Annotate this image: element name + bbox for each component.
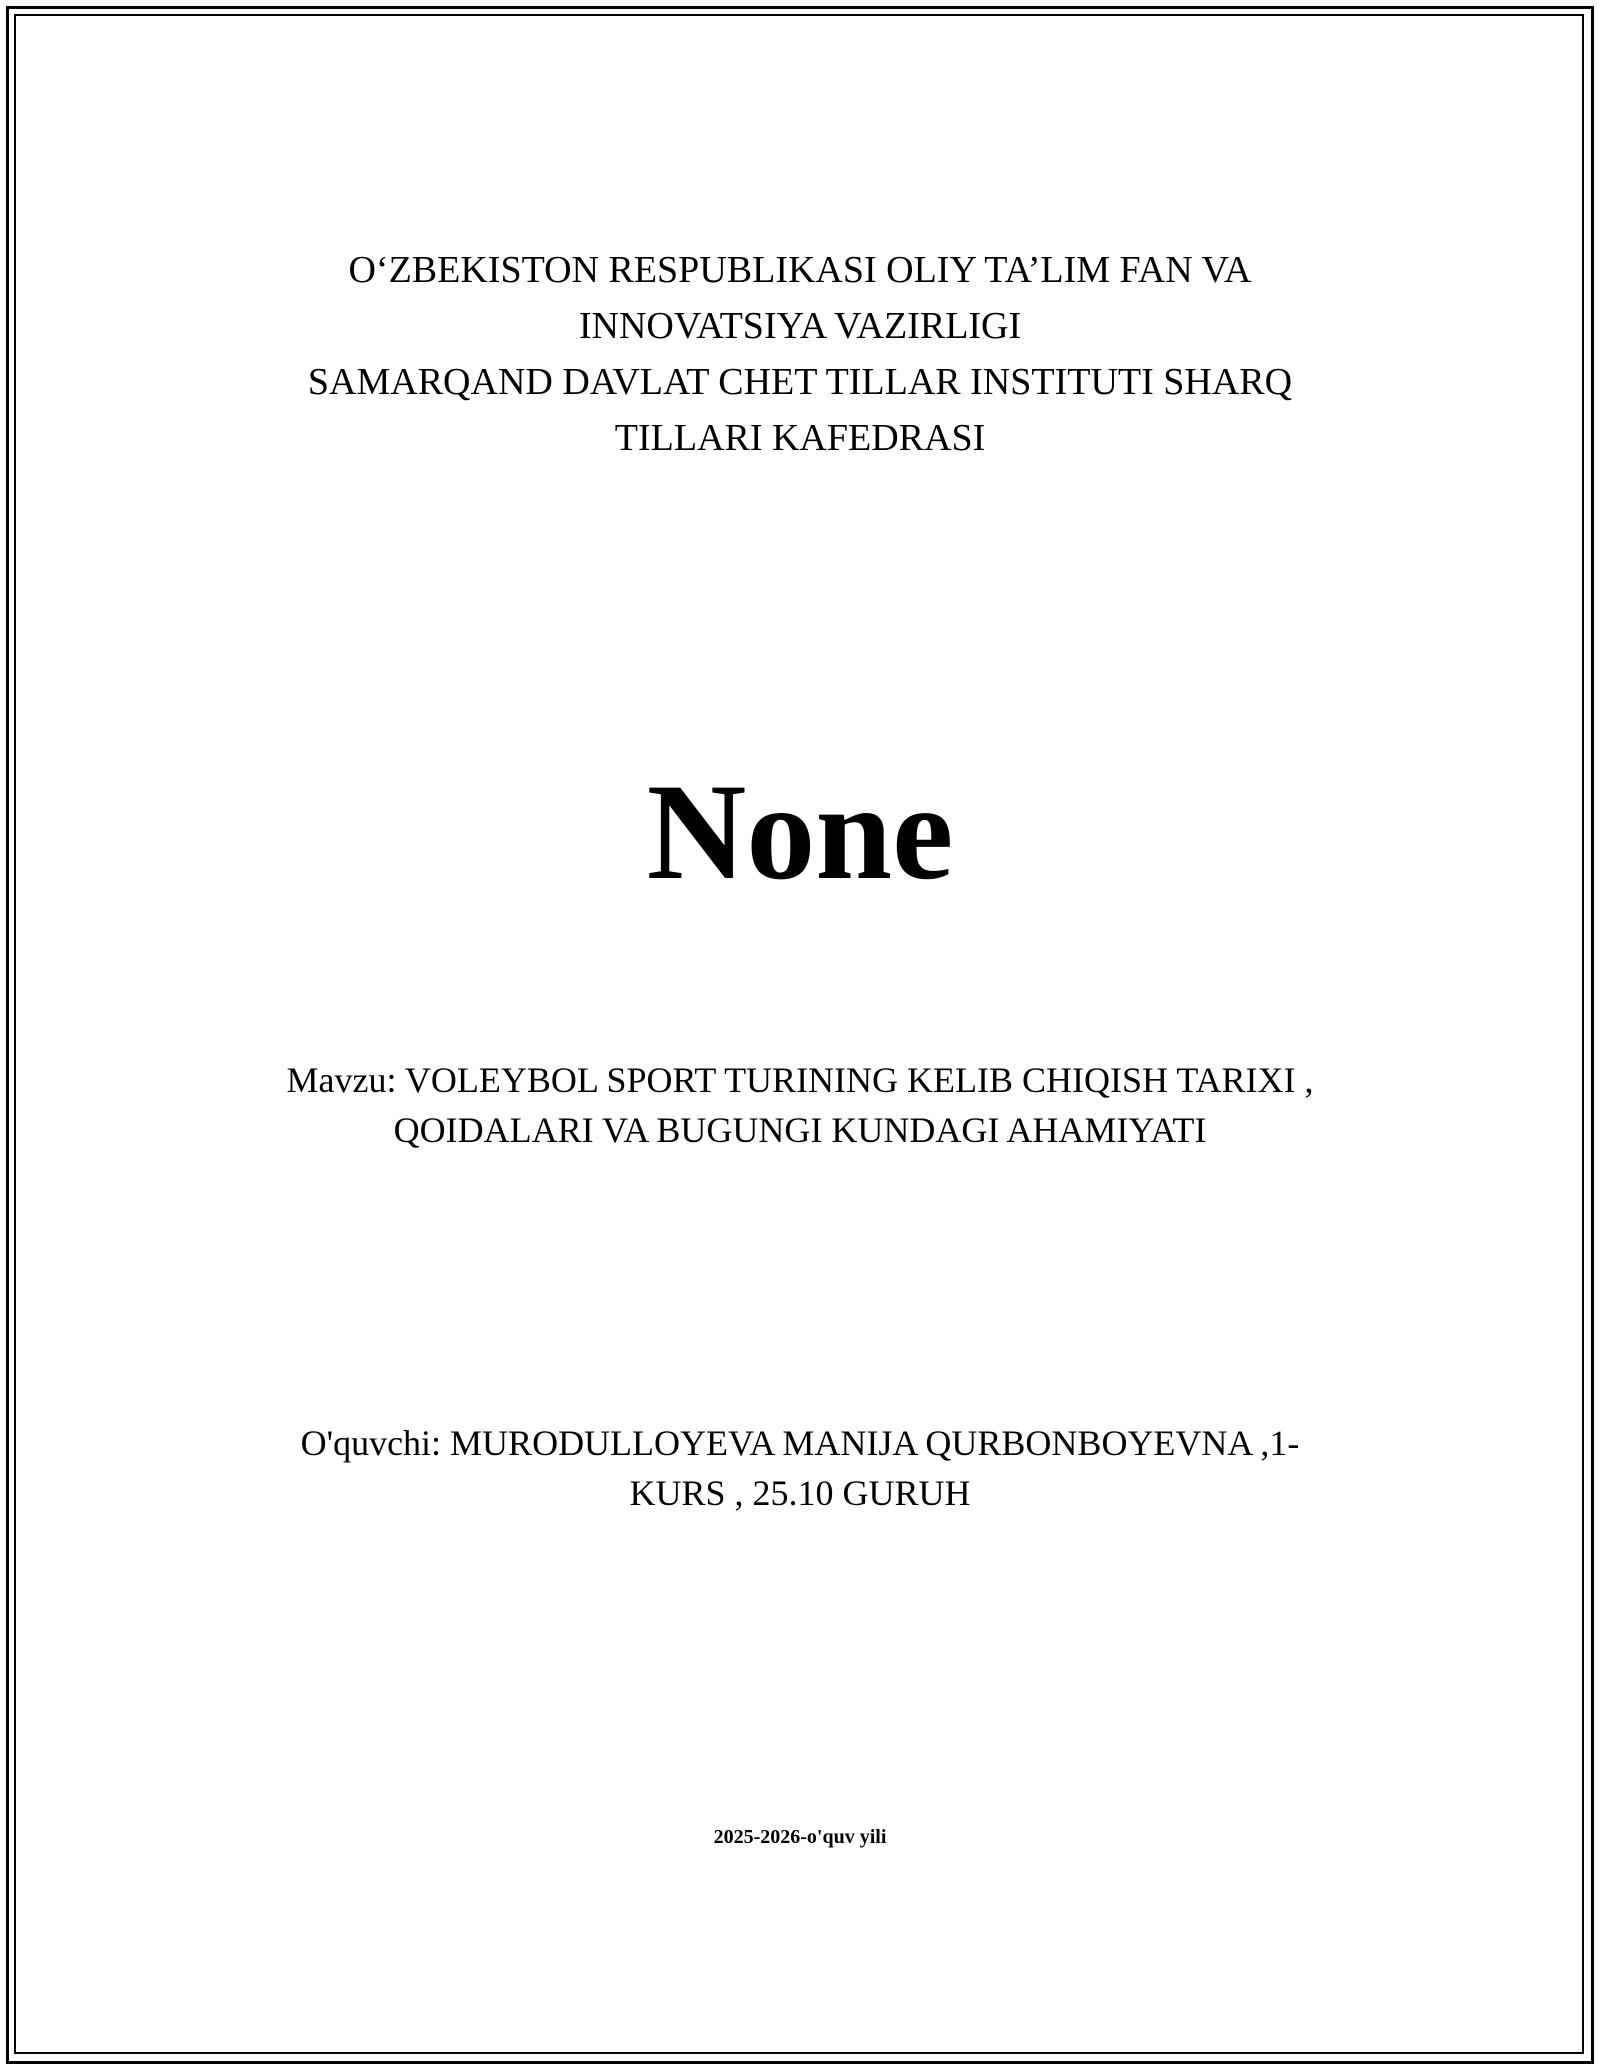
header-line: INNOVATSIYA VAZIRLIGI [578, 305, 1022, 347]
subject-line: QOIDALARI VA BUGUNGI KUNDAGI AHAMIYATI [393, 1110, 1207, 1150]
student-info [0, 1418, 1600, 1518]
academic-year: 2025-2026-o'quv yili [713, 1826, 887, 1848]
document-title: None [646, 755, 954, 908]
header-line: TILLARI KAFEDRASI [614, 417, 986, 459]
header-line: SAMARQAND DAVLAT CHET TILLAR INSTITUTI SHARQ [307, 361, 1293, 403]
ministry-header [0, 242, 1600, 466]
student-line: O'quvchi: MURODULLOYEVA MANIJA QURBONBOYEVNA ,1- [300, 1423, 1300, 1463]
header-line: O‘ZBEKISTON RESPUBLIKASI OLIY TA’LIM FAN VA [348, 249, 1252, 291]
student-line: KURS , 25.10 GURUH [629, 1473, 971, 1513]
subject-topic [0, 1055, 1600, 1155]
subject-line: Mavzu: VOLEYBOL SPORT TURINING KELIB CHIQISH TARIXI , [286, 1060, 1314, 1100]
